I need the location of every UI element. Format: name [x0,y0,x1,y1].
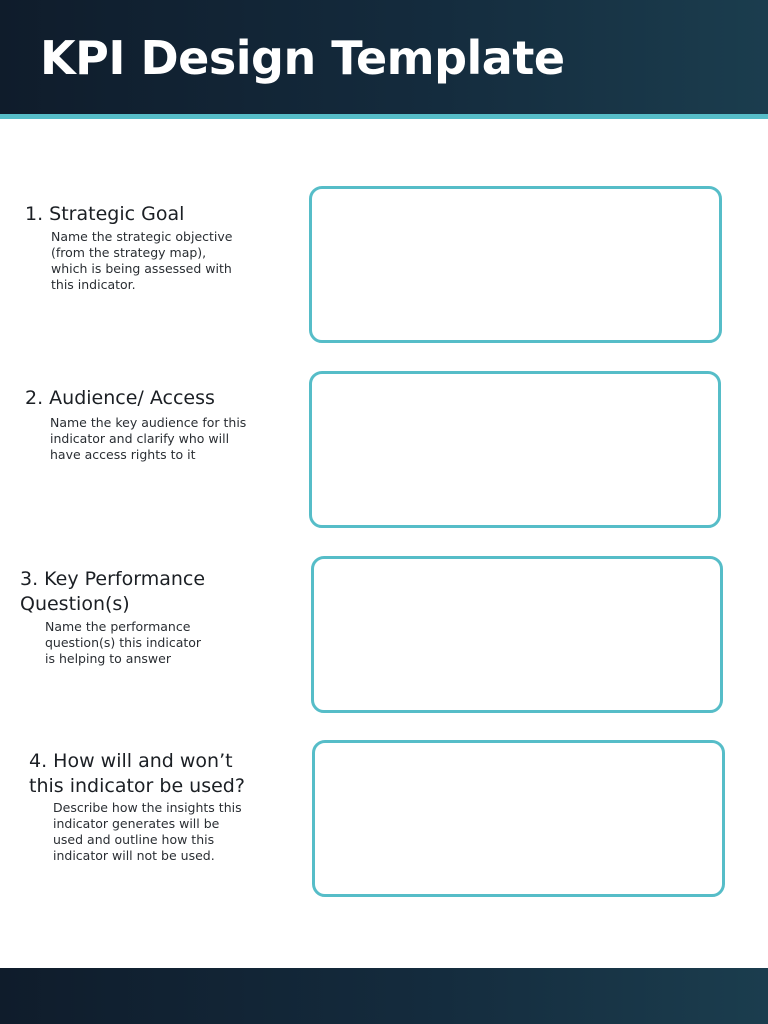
section-heading: 3. Key Performance Question(s) [20,568,206,615]
section-strategic-goal [25,202,310,293]
page-title: KPI Design Template [40,31,565,85]
section-heading: 4. How will and won’t this indicator be used? [29,750,245,797]
audience-access-input-box[interactable] [309,371,721,528]
section-key-performance-questions [20,567,305,667]
page-footer [0,968,768,1024]
section-heading: 2. Audience/ Access [25,387,215,409]
section-description: Name the performance question(s) this indicator is helping to answer [45,619,202,666]
section-indicator-usage [29,749,314,864]
header-accent-stripe [0,114,768,119]
key-performance-questions-input-box[interactable] [311,556,723,713]
indicator-usage-input-box[interactable] [312,740,725,897]
section-heading: 1. Strategic Goal [25,203,185,225]
strategic-goal-input-box[interactable] [309,186,722,343]
section-description: Name the key audience for this indicator and clarify who will have access rights to it [50,415,247,462]
section-description: Describe how the insights this indicator generates will be used and outline how this indicator will not be used. [53,800,242,863]
section-audience-access [25,386,310,463]
section-description: Name the strategic objective (from the strategy map), which is being assessed with this indicator. [51,229,233,292]
